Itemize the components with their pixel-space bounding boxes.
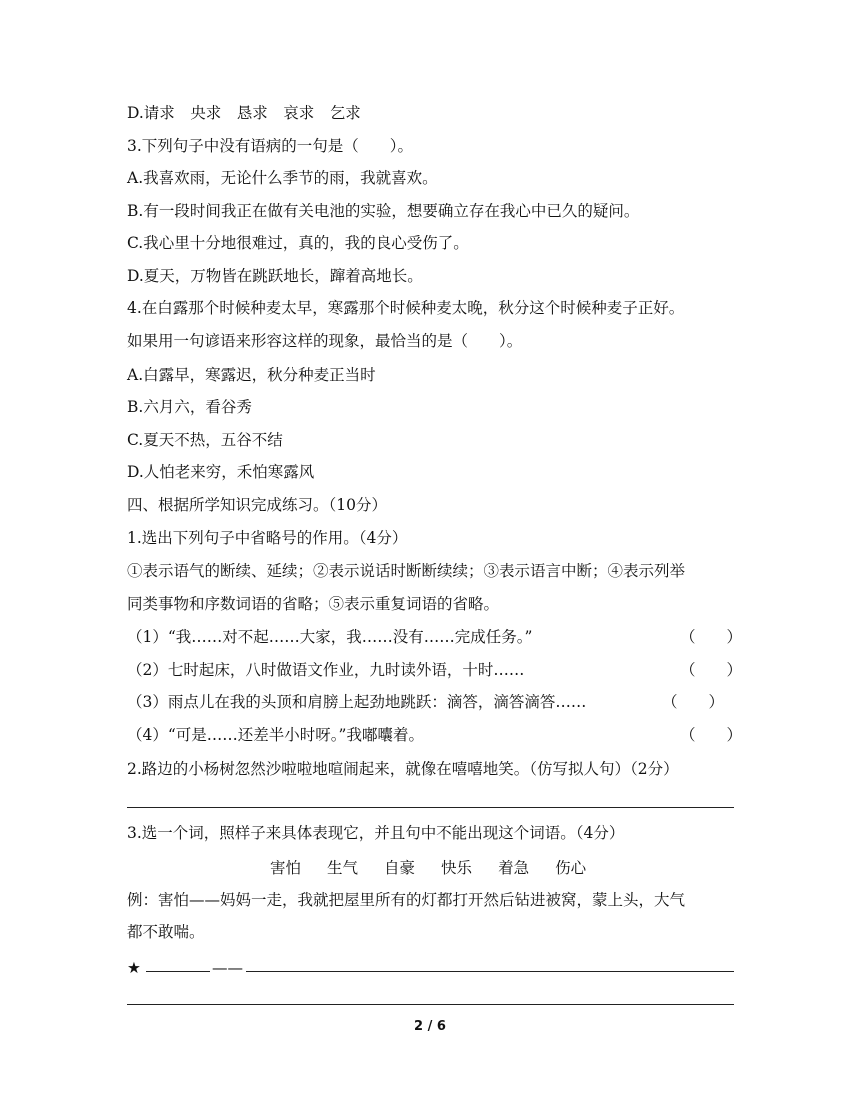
- answer-blank: （ ）: [680, 661, 743, 679]
- option-c: C.我心里十分地很难过，真的，我的良心受伤了。: [127, 234, 469, 252]
- sub-question-1: 1.选出下列句子中省略号的作用。（4分）: [127, 529, 408, 547]
- example-line-cont: 都不敢喘。: [127, 923, 205, 941]
- star-icon: ★: [127, 959, 141, 977]
- option-a: A.白露早，寒露迟，秋分种麦正当时: [127, 366, 376, 384]
- page-number: 2 / 6: [414, 1019, 446, 1034]
- word-choices: [270, 858, 612, 878]
- item-1: （1）“我……对不起……大家，我……没有……完成任务。”: [127, 628, 533, 646]
- option-b: B.有一段时间我正在做有关电池的实验，想要确立存在我心中已久的疑问。: [127, 202, 640, 220]
- question-3: 3.下列句子中没有语病的一句是（ ）。: [127, 137, 414, 155]
- option-d: D.夏天，万物皆在跳跃地长，蹿着高地长。: [127, 267, 423, 285]
- option-d: D.人怕老来穷，禾怕寒露风: [127, 463, 315, 481]
- option-c: C.夏天不热，五谷不结: [127, 431, 283, 449]
- option-d-line: D.请求 央求 恳求 哀求 乞求: [127, 104, 361, 122]
- ellipsis-functions-cont: 同类事物和序数词语的省略；⑤表示重复词语的省略。: [127, 595, 500, 613]
- dash-separator: ——: [212, 959, 243, 977]
- question-4-cont: 如果用一句谚语来形容这样的现象，最恰当的是（ ）。: [127, 332, 523, 350]
- word-choice: 伤心: [555, 859, 587, 877]
- answer-line: [127, 1004, 734, 1005]
- sub-question-2: 2.路边的小杨树忽然沙啦啦地喧闹起来，就像在嘻嘻地笑。（仿写拟人句）（2分）: [127, 760, 679, 778]
- item-3: （3）雨点儿在我的头顶和肩膀上起劲地跳跃：滴答，滴答滴答……: [127, 693, 587, 711]
- option-a: A.我喜欢雨，无论什么季节的雨，我就喜欢。: [127, 169, 438, 187]
- answer-blank: （ ）: [662, 693, 725, 711]
- sub-question-3: 3.选一个词，照样子来具体表现它，并且句中不能出现这个词语。（4分）: [127, 824, 625, 842]
- item-4: （4）“可是……还差半小时呀。”我嘟囔着。: [127, 726, 424, 744]
- answer-blank: （ ）: [680, 726, 743, 744]
- example-line: 例：害怕——妈妈一走，我就把屋里所有的灯都打开然后钻进被窝，蒙上头，大气: [127, 891, 686, 909]
- word-choice: 生气: [327, 859, 359, 877]
- option-b: B.六月六，看谷秀: [127, 398, 252, 416]
- word-choice: 害怕: [270, 859, 302, 877]
- item-2: （2）七时起床，八时做语文作业，九时读外语，十时……: [127, 661, 525, 679]
- section-heading: 四、根据所学知识完成练习。（10分）: [127, 496, 387, 514]
- word-choice: 快乐: [441, 859, 473, 877]
- answer-line: [127, 807, 734, 808]
- sentence-blank: [246, 971, 734, 972]
- answer-blank: （ ）: [680, 628, 743, 646]
- word-blank: [146, 971, 210, 972]
- word-choice: 自豪: [384, 859, 416, 877]
- question-4: 4.在白露那个时候种麦太早，寒露那个时候种麦太晚，秋分这个时候种麦子正好。: [127, 299, 685, 317]
- word-choice: 着急: [498, 859, 530, 877]
- ellipsis-functions: ①表示语气的断续、延续；②表示说话时断断续续；③表示语言中断；④表示列举: [127, 562, 686, 580]
